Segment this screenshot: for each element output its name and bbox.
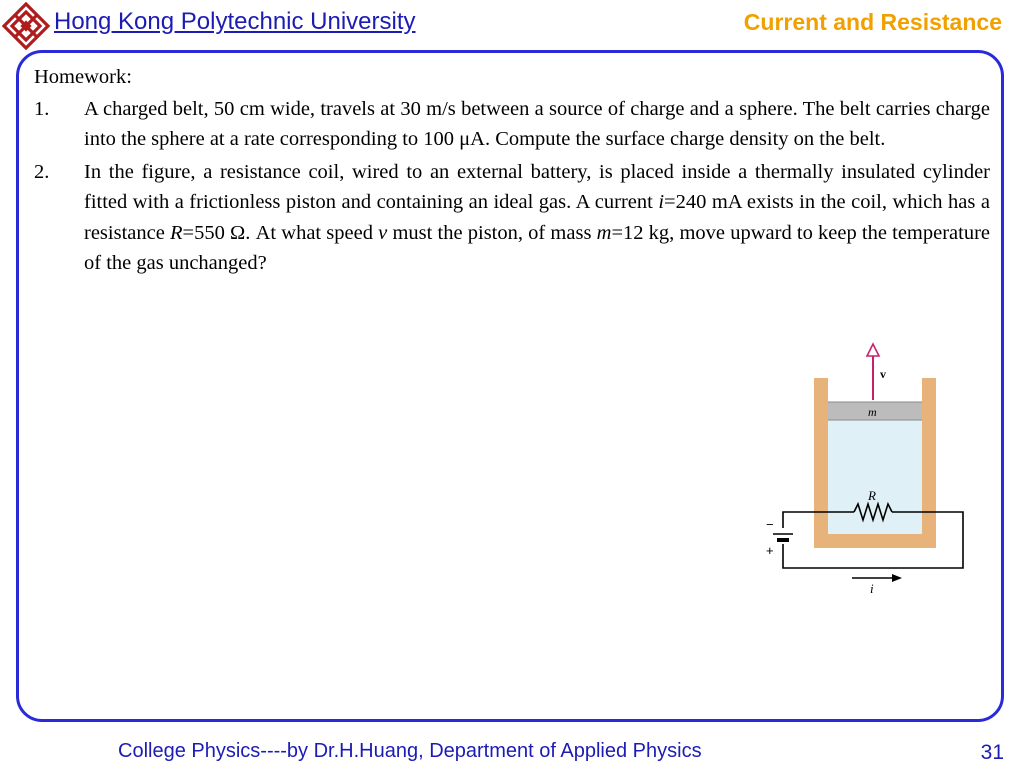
university-logo bbox=[2, 2, 50, 50]
page-number: 31 bbox=[980, 741, 1004, 764]
text-segment: =550 Ω. At what speed bbox=[182, 221, 379, 244]
problem-2 bbox=[34, 157, 990, 279]
velocity-arrowhead bbox=[867, 344, 879, 356]
resistance-label: R bbox=[868, 488, 876, 503]
problem-text bbox=[84, 157, 990, 279]
cylinder-left-wall bbox=[814, 378, 828, 548]
cylinder-piston-figure bbox=[756, 340, 976, 602]
current-arrowhead bbox=[892, 574, 902, 582]
var-m: m bbox=[596, 221, 612, 244]
var-R: R bbox=[170, 221, 183, 244]
cylinder-right-wall bbox=[922, 378, 936, 548]
homework-heading: Homework: bbox=[34, 66, 132, 88]
slide-content bbox=[34, 62, 990, 281]
var-v: v bbox=[378, 221, 388, 244]
slide-topic: Current and Resistance bbox=[743, 9, 1002, 35]
problem-number: 1. bbox=[34, 97, 50, 120]
text-segment: In the figure, a resistance coil, wired to an external battery, is placed inside a thermally insulated cylinder fitted with a frictionless piston and containing an ideal gas. A current bbox=[84, 160, 990, 213]
text-segment: =240 mA exists in the coil, which has a resistance bbox=[84, 191, 990, 244]
problem-text: A charged belt, 50 cm wide, travels at 30 m/s between a source of charge and a sphere. The belt carries charge into the sphere at a rate corresponding to 100 μA. Compute the surface charge density on the belt. bbox=[84, 97, 990, 150]
velocity-label: v bbox=[880, 367, 886, 381]
problem-1 bbox=[34, 94, 990, 155]
current-label: i bbox=[870, 581, 874, 596]
text-segment: must the piston, of mass bbox=[387, 221, 597, 244]
footer-credit: College Physics----by Dr.H.Huang, Department of Applied Physics bbox=[118, 740, 702, 762]
ideal-gas bbox=[828, 420, 922, 534]
battery-plus-label: + bbox=[766, 543, 774, 558]
problem-number: 2. bbox=[34, 160, 50, 183]
battery-minus-label: − bbox=[766, 517, 774, 532]
university-name[interactable]: Hong Kong Polytechnic University bbox=[54, 8, 416, 35]
cylinder-bottom bbox=[814, 534, 936, 548]
var-i: i bbox=[658, 191, 665, 213]
mass-label: m bbox=[868, 405, 877, 419]
text-segment: =12 kg, move upward to keep the temperature of the gas unchanged? bbox=[84, 221, 991, 274]
